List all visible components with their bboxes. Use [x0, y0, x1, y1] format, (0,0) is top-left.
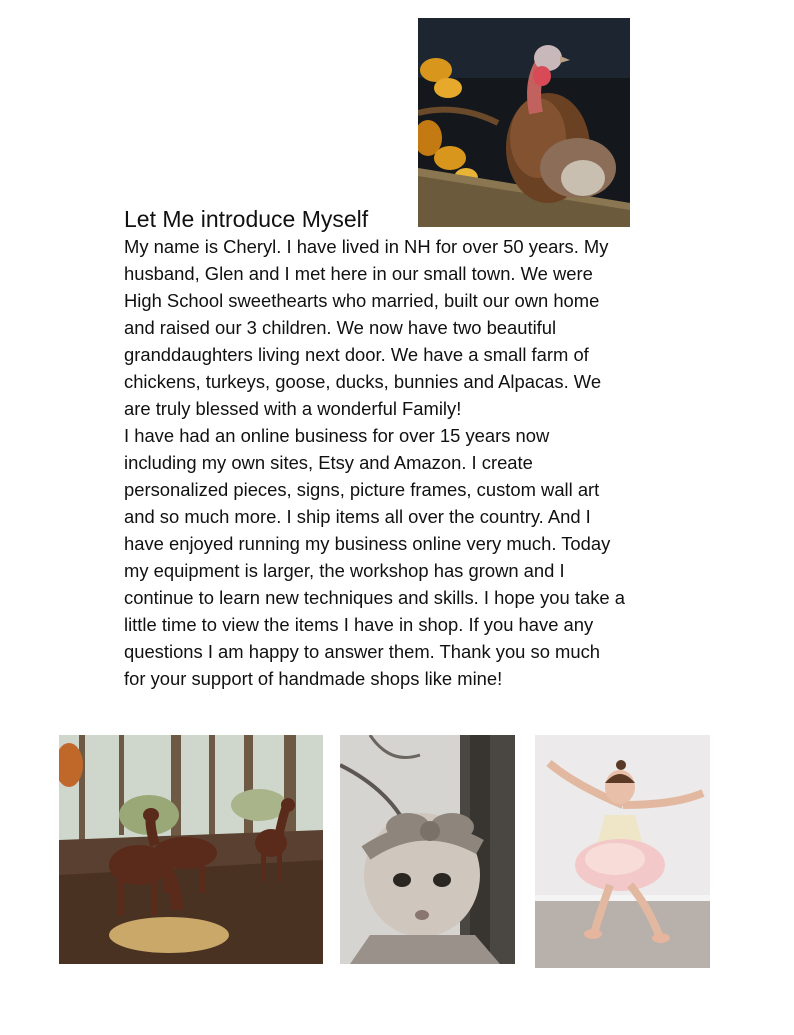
- paragraph-line: My name is Cheryl. I have lived in NH for over 50 years. My: [124, 236, 609, 257]
- baby-photo: [340, 735, 515, 964]
- paragraph-line: for your support of handmade shops like mine!: [124, 668, 503, 689]
- paragraph-line: continue to learn new techniques and skills. I hope you take a: [124, 587, 625, 608]
- alpacas-photo: [59, 735, 323, 964]
- paragraph-line: High School sweethearts who married, built our own home: [124, 290, 600, 311]
- paragraph-line: have enjoyed running my business online very much. Today: [124, 533, 611, 554]
- paragraph-line: personalized pieces, signs, picture frames, custom wall art: [124, 479, 600, 500]
- paragraph-line: I have had an online business for over 15 years now: [124, 425, 550, 446]
- paragraph-line: questions I am happy to answer them. Thank you so much: [124, 641, 601, 662]
- introduction-section: [124, 205, 704, 692]
- family-paragraph: [124, 233, 704, 422]
- paragraph-line: husband, Glen and I met here in our small town. We were: [124, 263, 593, 284]
- paragraph-line: are truly blessed with a wonderful Family!: [124, 398, 462, 419]
- paragraph-line: including my own sites, Etsy and Amazon. I create: [124, 452, 533, 473]
- section-heading: Let Me introduce Myself: [124, 206, 369, 232]
- paragraph-line: little time to view the items I have in shop. If you have any: [124, 614, 594, 635]
- paragraph-line: my equipment is larger, the workshop has grown and I: [124, 560, 565, 581]
- paragraph-line: and so much more. I ship items all over the country. And I: [124, 506, 591, 527]
- dancing-girl-photo: [535, 735, 710, 968]
- paragraph-line: and raised our 3 children. We now have two beautiful: [124, 317, 557, 338]
- paragraph-line: chickens, turkeys, goose, ducks, bunnies and Alpacas. We: [124, 371, 602, 392]
- business-paragraph: [124, 422, 704, 692]
- turkey-photo: [418, 18, 630, 227]
- paragraph-line: granddaughters living next door. We have a small farm of: [124, 344, 589, 365]
